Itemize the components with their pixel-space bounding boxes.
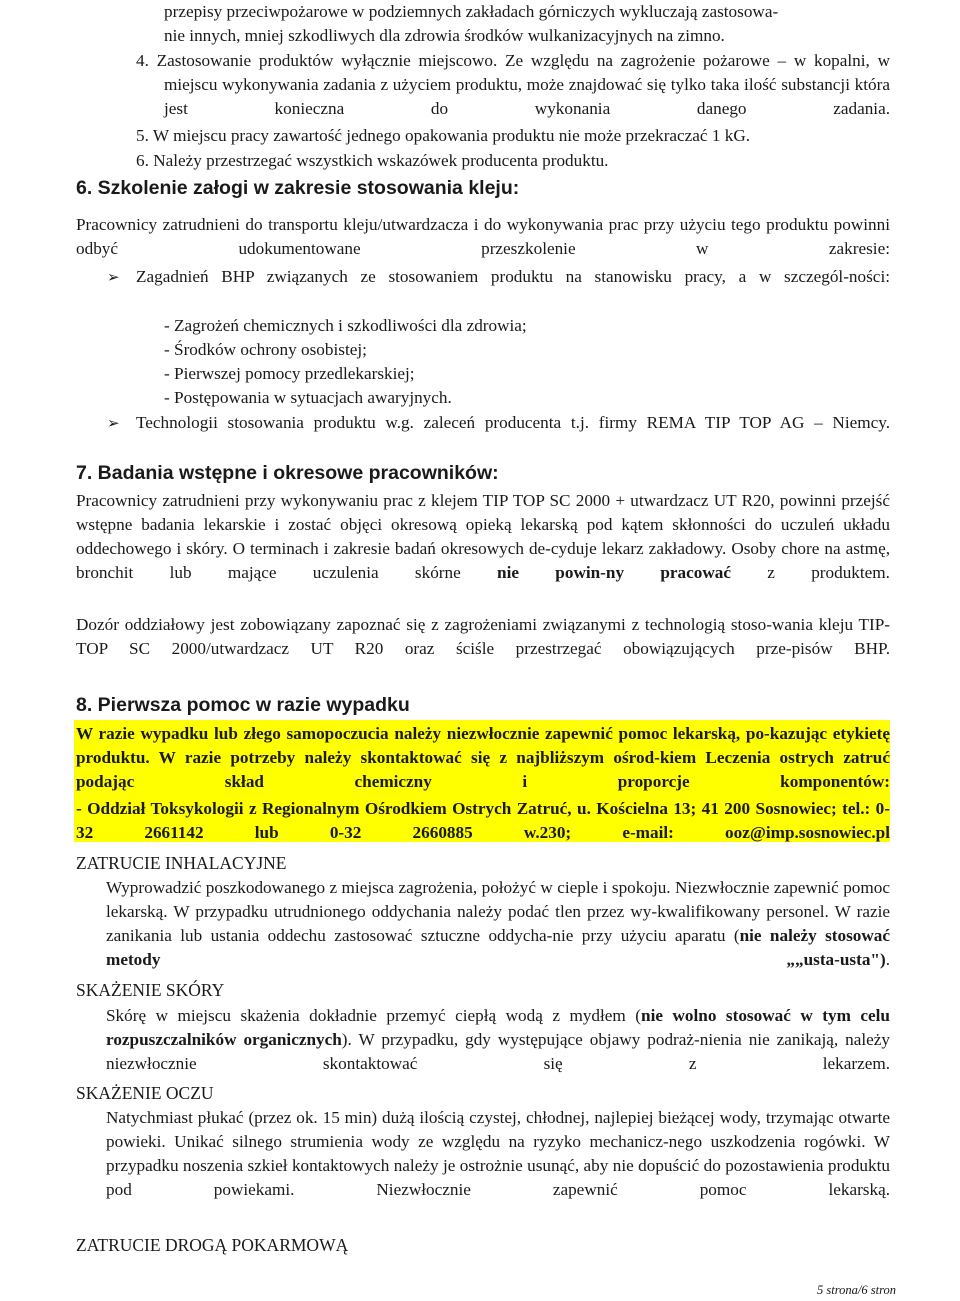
page-number: 5 strona/6 stron <box>817 1283 896 1297</box>
section-6-intro: Pracownicy zatrudnieni do transportu kleju/utwardzacza i do wykonywania prac przy użyciu tego produktu powinni odbyć udokumentowane przeszkolenie w zakresie: <box>76 215 890 258</box>
sub-item: - Zagrożeń chemicznych i szkodliwości dla zdrowia; <box>164 316 527 335</box>
arrow-bullet-icon: ➢ <box>107 268 120 286</box>
sub-item: - Środków ochrony osobistej; <box>164 340 367 359</box>
eye-heading: SKAŻENIE OCZU <box>76 1083 214 1103</box>
inhalation-text: Wyprowadzić poszkodowanego z miejsca zagrożenia, położyć w cieple i spokoju. Niezwłocznie zapewnić pomoc lekarską. W przypadku utrudnionego oddychania należy podać tlen przez wy-kwalifikowany personel. W razie zanikania lub ustania oddechu zastosować sztuczne oddycha-nie przy użyciu aparatu (nie należy stosować metody „„usta-usta"). <box>106 878 891 969</box>
skin-heading: SKAŻENIE SKÓRY <box>76 980 225 1000</box>
bullet-technology: Technologii stosowania produktu w.g. zaleceń producenta t.j. firmy REMA TIP TOP AG – Niemcy. <box>136 413 890 432</box>
sub-item: - Pierwszej pomocy przedlekarskiej; <box>164 364 415 383</box>
section-8-heading: 8. Pierwsza pomoc w razie wypadku <box>76 694 410 716</box>
section-7-paragraph-2: Dozór oddziałowy jest zobowiązany zapoznać się z zagrożeniami związanymi z technologią stoso-wania kleju TIP-TOP SC 2000/utwardzacz UT R20 oraz ściśle przestrzegać obowiązujących prze-pisów BHP. <box>76 615 890 658</box>
eye-text: Natychmiast płukać (przez ok. 15 min) dużą ilością czystej, chłodnej, najlepiej bieżącej wody, trzymając otwarte powieki. Unikać silnego strumienia wody ze względu na ryzyko mechanicz-nego uszkodzenia rogówki. W przypadku noszenia szkieł kontaktowych należy je ostrożnie usunąć, aby nie dopuścić do pozostawienia produktu pod powiekami. Niezwłocznie zapewnić pomoc lekarską. <box>106 1108 890 1199</box>
continued-text-line: przepisy przeciwpożarowe w podziemnych zakładach górniczych wykluczają zastosowa- <box>164 2 779 21</box>
first-aid-highlight: W razie wypadku lub złego samopoczucia należy niezwłocznie zapewnić pomoc lekarską, po-kazując etykietę produktu. W razie potrzeby należy skontaktować się z najbliższym ośrod-kiem Leczenia ostrych zatruć podając skład chemiczny i proporcje komponentów: <box>76 724 890 791</box>
list-item-5: 5. W miejscu pracy zawartość jednego opakowania produktu nie może przekraczać 1 kG. <box>136 126 751 145</box>
arrow-bullet-icon: ➢ <box>107 414 120 432</box>
list-item-6: 6. Należy przestrzegać wszystkich wskazówek producenta produktu. <box>136 151 609 170</box>
sub-item: - Postępowania w sytuacjach awaryjnych. <box>164 388 452 407</box>
continued-text-line: nie innych, mniej szkodliwych dla zdrowia środków wulkanizacyjnych na zimno. <box>164 26 725 45</box>
section-7-paragraph-1: Pracownicy zatrudnieni przy wykonywaniu prac z klejem TIP TOP SC 2000 + utwardzacz UT R20, powinni przejść wstępne badania lekarskie i zostać objęci okresową opieką lekarską pod kątem skłonności do uczuleń układu oddechowego i skóry. O terminach i zakresie badań okresowych de-cyduje lekarz zakładowy. Osoby chore na astmę, bronchit lub mające uczulenia skórne nie powin-ny pracować z produktem. <box>76 491 890 582</box>
list-item-4: 4. Zastosowanie produktów wyłącznie miejscowo. Ze względu na zagrożenie pożarowe – w kopalni, w miejscu wykonywania zadania z użyciem produktu, może znajdować się tylko taka ilość substancji która jest konieczna do wykonania danego zadania. <box>136 51 890 118</box>
toxicology-contact: - Oddział Toksykologii z Regionalnym Ośrodkiem Ostrych Zatruć, u. Kościelna 13; 41 200 Sosnowiec; tel.: 0-32 2661142 lub 0-32 2660885 w.230; e-mail: ooz@imp.sosnowiec.pl <box>76 799 890 842</box>
section-6-heading: 6. Szkolenie załogi w zakresie stosowania kleju: <box>76 177 520 199</box>
inhalation-heading: ZATRUCIE INHALACYJNE <box>76 853 287 873</box>
oral-heading: ZATRUCIE DROGĄ POKARMOWĄ <box>76 1235 349 1255</box>
section-7-heading: 7. Badania wstępne i okresowe pracowników: <box>76 462 499 484</box>
skin-text: Skórę w miejscu skażenia dokładnie przemyć ciepłą wodą z mydłem (nie wolno stosować w tym celu rozpuszczalników organicznych). W przypadku, gdy występujące objawy podraż-nienia nie zanikają, należy niezwłocznie skontaktować się z lekarzem. <box>106 1006 890 1073</box>
bullet-bhp: Zagadnień BHP związanych ze stosowaniem produktu na stanowisku pracy, a w szczegól-ności: <box>136 267 890 286</box>
